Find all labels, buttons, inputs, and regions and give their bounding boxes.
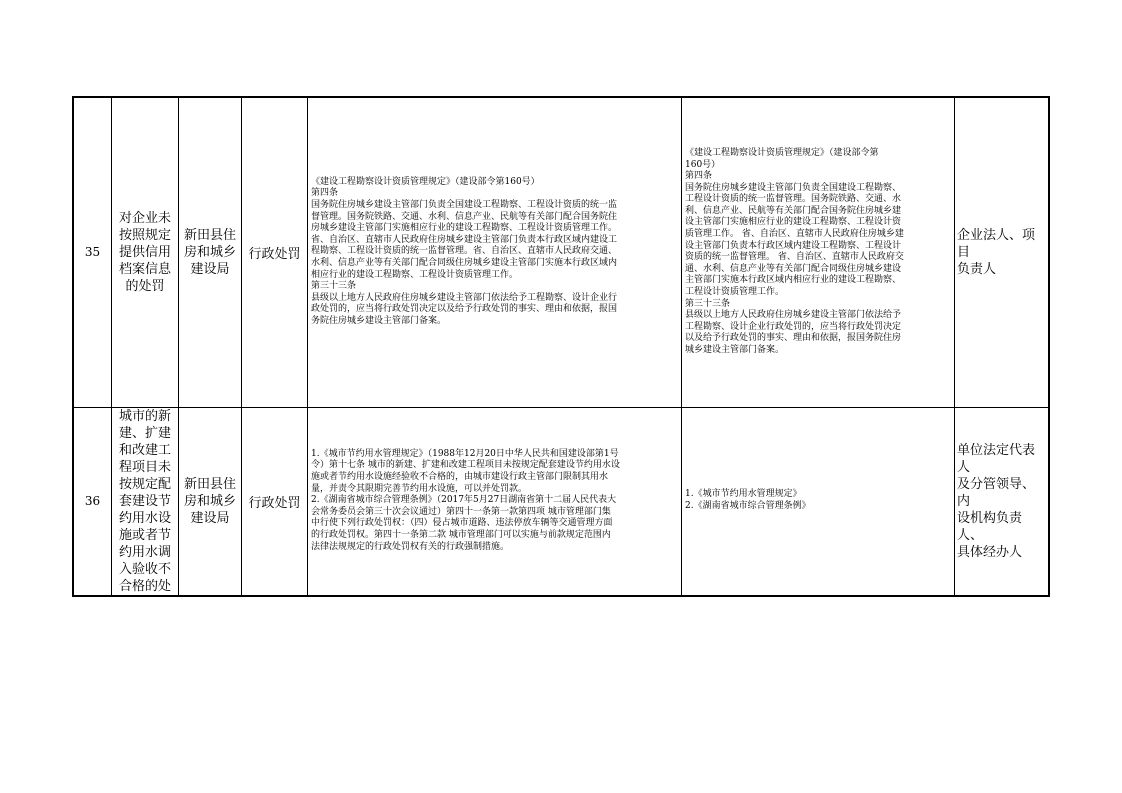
department-cell [179,97,242,407]
regulation-line: 设主管部门负责本行政区域内建设工程勘察、工程设计 [685,240,902,251]
item-line: 按照规定 [118,227,171,243]
item-line: 程项目未 [118,459,171,475]
regulation-cell [682,407,955,596]
regulation-line: 160号） [685,159,721,170]
regulation-line: 第三十三条 [685,298,731,309]
department-cell [179,407,242,596]
item-line: 合格的处 [118,578,171,594]
regulation-line: 县级以上地方人民政府住房城乡建设主管部门依法给予 [685,310,902,321]
dept-line: 新田县住 [183,227,236,243]
legal-basis-cell [308,97,682,407]
resp-line: 具体经办人 [957,544,1023,560]
type-cell: 行政处罚 [242,97,308,407]
resp-line: 及分管领导、内 [957,476,1036,509]
dept-line: 建设局 [190,261,230,277]
regulation-line: 利、信息产业、民航等有关部门配合国务院住房城乡建 [685,205,902,216]
basis-line: 令）第十七条 城市的新建、扩建和改建工程项目未按规定配套建设节约用水设 [311,460,620,471]
regulation-line: 资质的统一监督管理。 省、自治区、直辖市人民政府交 [685,252,904,263]
regulation-line: 工程设计资质管理工作。 [685,287,785,298]
dept-line: 房和城乡 [183,244,236,260]
table-row [73,407,1049,596]
regulation-line: 质管理工作。 省、自治区、直辖市人民政府住房城乡建 [685,229,904,240]
item-line: 提供信用 [118,244,171,260]
regulation-line: 第四条 [685,171,713,182]
item-line: 城市的新 [118,408,171,424]
item-line: 约用水调 [118,544,171,560]
basis-line: 政处罚的，应当将行政处罚决定以及给予行政处罚的事实、理由和依据，报国 [311,304,618,315]
regulation-line: 主管部门实施本行政区域内相应行业的建设工程勘察、 [685,275,902,286]
regulation-line: 国务院住房城乡建设主管部门负责全国建设工程勘察、 [685,182,902,193]
basis-line: 中行使下列行政处罚权：（四）侵占城市道路、违法停放车辆等交通管理方面 [311,518,613,529]
basis-line: 程勘察、工程设计资质的统一监督管理。省、自治区、直辖市人民政府交通、 [311,246,618,257]
item-line: 档案信息 [118,261,171,277]
regulation-line: 以及给予行政处罚的事实、理由和依据，报国务院住房 [685,333,902,344]
basis-line: 房城乡建设主管部门实施相应行业的建设工程勘察、工程设计资质管理工作。 [311,223,618,234]
item-line: 入验收不 [118,561,171,577]
item-line: 按规定配 [118,476,171,492]
item-line: 的处罚 [125,278,165,294]
resp-line: 企业法人、项目 [957,227,1036,260]
basis-line: 县级以上地方人民政府住房城乡建设主管部门依法给予工程勘察、设计企业行 [311,292,618,303]
basis-line: 省、自治区、直辖市人民政府住房城乡建设主管部门负责本行政区域内建设工 [311,234,618,245]
basis-line: 第四条 [311,188,339,199]
basis-line: 会常务委员会第三十次会议通过）第四十一条第一款第四项 城市管理部门集 [311,506,611,517]
regulation-line: 城乡建设主管部门备案。 [685,345,785,355]
basis-line: 第三十三条 [311,281,357,292]
basis-line: 水利、信息产业等有关部门配合同级住房城乡建设主管部门实施本行政区域内 [311,258,618,269]
basis-line: 《建设工程勘察设计资质管理规定》（建设部令第160号） [311,176,540,187]
item-line: 施或者节 [118,527,171,543]
authority-table [72,96,1050,597]
regulation-line: 通、水利、信息产业等有关部门配合同级住房城乡建设 [685,263,902,274]
basis-line: 督管理。国务院铁路、交通、水利、信息产业、民航等有关部门配合国务院住 [311,211,618,222]
regulation-cell [682,97,955,407]
row-number-cell: 35 [73,97,112,407]
table-row [73,97,1049,407]
dept-line: 建设局 [190,510,230,526]
regulation-line: 《建设工程勘察设计资质管理规定》（建设部令第 [685,147,879,158]
basis-line: 2.《湖南省城市综合管理条例》（2017年5月27日湖南省第十二届人民代表大 [311,495,617,506]
dept-line: 新田县住 [183,476,236,492]
regulation-line: 1.《城市节约用水管理规定》 [685,489,802,500]
basis-line: 相应行业的建设工程勘察、工程设计资质管理工作。 [311,269,519,280]
regulation-line: 工程勘察、设计企业行政处罚的，应当将行政处罚决定 [685,321,902,332]
item-line: 约用水设 [118,510,171,526]
responsible-cell [955,407,1050,596]
basis-line: 的行政处罚权。第四十一条第二款 城市管理部门可以实施与前款规定范围内 [311,529,611,540]
basis-line: 务院住房城乡建设主管部门备案。 [311,316,447,327]
regulation-line: 设主管部门实施相应行业的建设工程勘察、工程设计资 [685,217,902,228]
regulation-line: 工程设计资质的统一监督管理。国务院铁路、交通、水 [685,194,902,205]
item-line: 对企业未 [118,210,171,226]
item-line: 套建设节 [118,493,171,509]
item-line: 建、扩建 [118,425,171,441]
responsible-cell [955,97,1050,407]
basis-line: 1.《城市节约用水管理规定》（1988年12月20日中华人民共和国建设部第1号 [311,448,619,459]
regulation-line: 2.《湖南省城市综合管理条例》 [685,501,811,511]
basis-line: 国务院住房城乡建设主管部门负责全国建设工程勘察、工程设计资质的统一监 [311,200,618,211]
resp-line: 设机构负责人、 [957,510,1023,543]
resp-line: 负责人 [957,261,997,277]
resp-line: 单位法定代表人 [957,442,1036,475]
basis-line: 施或者节约用水设施经验收不合格的，由城市建设行政主管部门限制其用水 [311,472,609,483]
basis-line: 法律法规规定的行政处罚权有关的行政强制措施。 [311,541,510,552]
legal-basis-cell [308,407,682,596]
row-number-cell: 36 [73,407,112,596]
item-name-cell [112,97,179,407]
basis-line: 量，并责令其限期完善节约用水设施，可以并处罚款。 [311,483,528,494]
item-name-cell [112,407,179,596]
item-line: 和改建工 [118,442,171,458]
dept-line: 房和城乡 [183,493,236,509]
type-cell: 行政处罚 [242,407,308,596]
